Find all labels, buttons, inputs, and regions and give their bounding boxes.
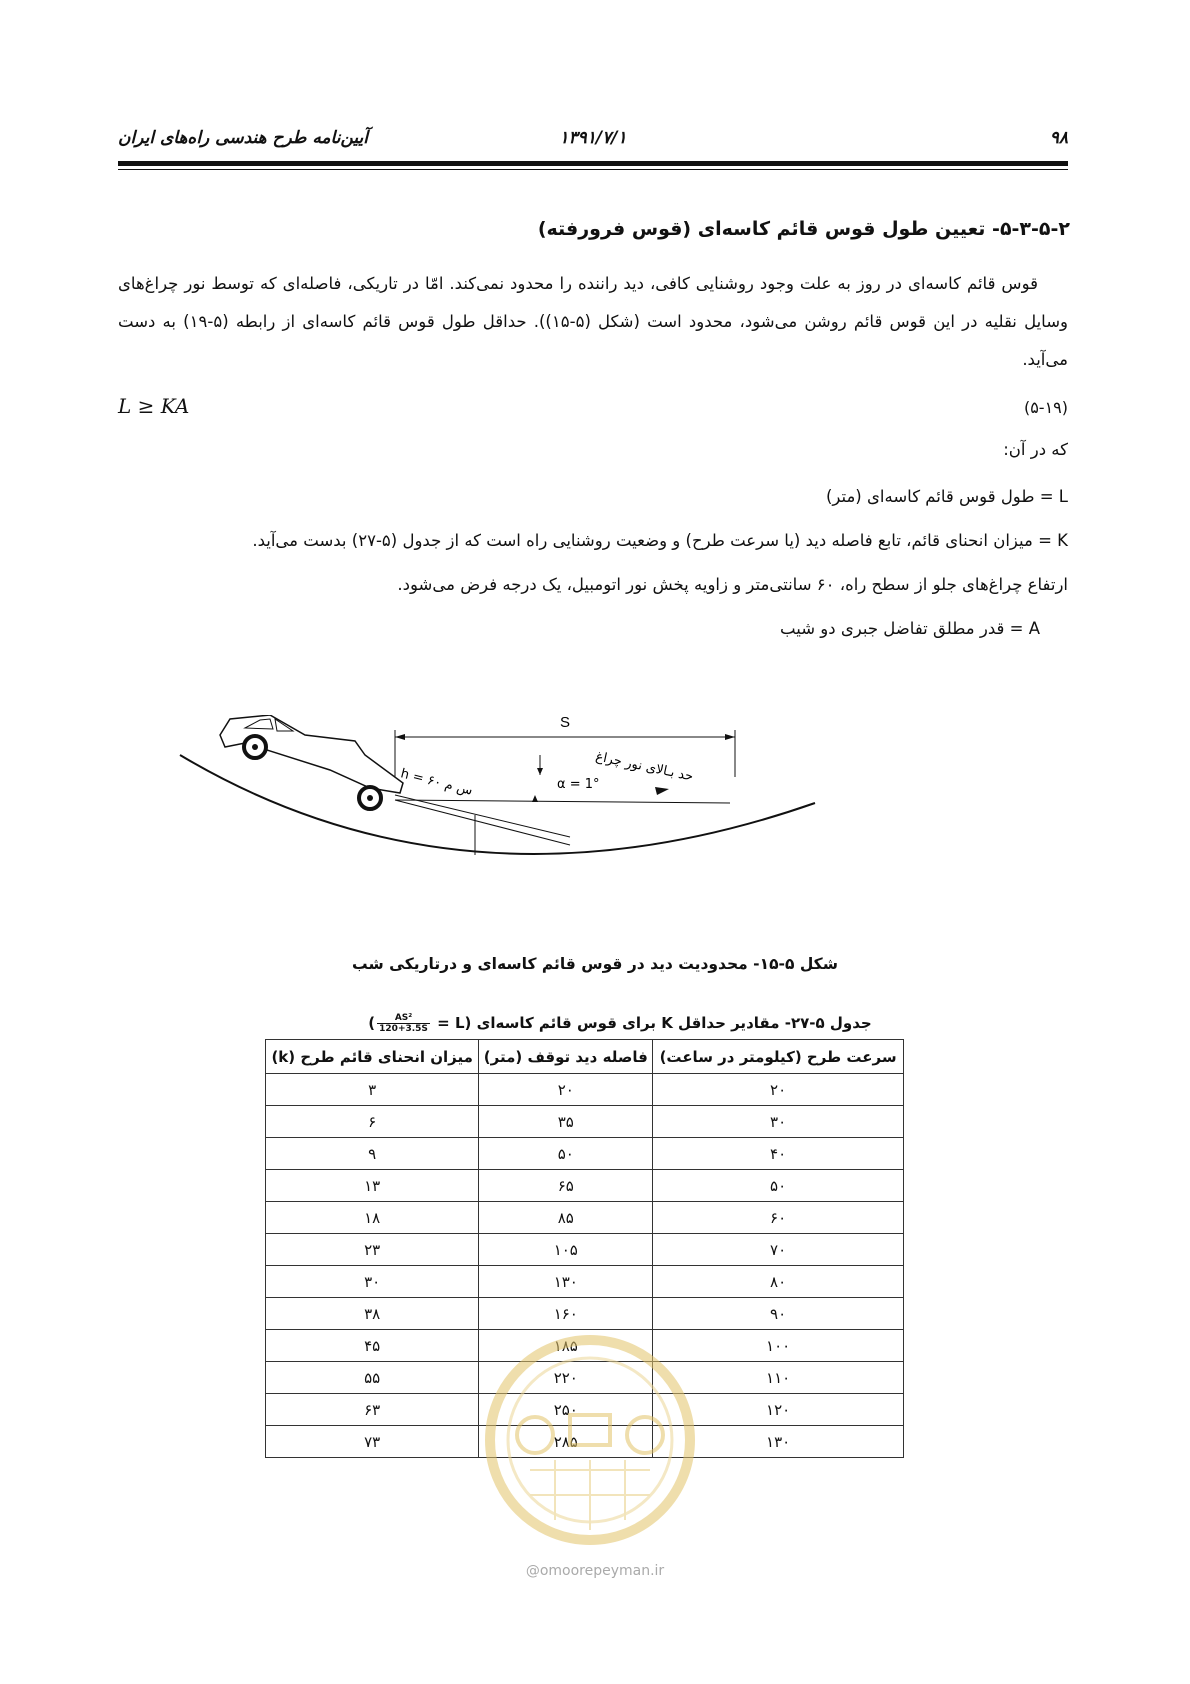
table-row <box>266 1138 904 1170</box>
cell-distance: ۳۵ <box>479 1106 653 1138</box>
sag-curve-figure <box>175 715 875 905</box>
cell-speed: ۱۲۰ <box>653 1394 904 1426</box>
definition-L: L = طول قوس قائم کاسه‌ای (متر) <box>825 487 1068 506</box>
formula-lhs: L = <box>437 1014 465 1032</box>
watermark-logo <box>480 1320 700 1560</box>
cell-speed: ۴۰ <box>653 1138 904 1170</box>
table-row <box>266 1234 904 1266</box>
definition-K-note: ارتفاع چراغ‌های جلو از سطح راه، ۶۰ سانتی‌متر و زاویه پخش نور اتومبیل، یک درجه فرض می‌شود. <box>397 575 1068 594</box>
cell-distance: ۱۸۵ <box>479 1330 653 1362</box>
cell-k: ۷۳ <box>266 1426 479 1458</box>
cell-speed: ۳۰ <box>653 1106 904 1138</box>
cell-k: ۱۳ <box>266 1170 479 1202</box>
equation: L ≥ KA <box>118 394 190 418</box>
cell-distance: ۸۵ <box>479 1202 653 1234</box>
formula-close: ) <box>368 1014 376 1032</box>
cell-distance: ۲۲۰ <box>479 1362 653 1394</box>
cell-speed: ۱۰۰ <box>653 1330 904 1362</box>
table-caption-text: جدول ۵-۲۷- مقادیر حداقل K برای قوس قائم کاسه‌ای ( <box>464 1014 872 1032</box>
cell-distance: ۲۸۵ <box>479 1426 653 1458</box>
formula-denominator: 120+3.5S <box>379 1024 428 1034</box>
intro-paragraph: قوس قائم کاسه‌ای در روز به علت وجود روشنایی کافی، دید راننده را محدود نمی‌کند. امّا در تاریکی، فاصله‌ای که توسط نور چراغ‌های وسایل نقلیه در این قوس قائم روشن می‌شود، محدود است (شکل (۵-۱۵)). حداقل طول قوس قائم کاسه‌ای از رابطه (۵-۱۹) به دست می‌آید. <box>118 274 1068 369</box>
label-beam: حد بـالای نور چراغ <box>594 749 695 785</box>
watermark-site: @omoorepeyman.ir <box>525 1563 665 1579</box>
cell-speed: ۱۱۰ <box>653 1362 904 1394</box>
cell-k: ۲۳ <box>266 1234 479 1266</box>
road-curve <box>180 755 815 854</box>
where-label: که در آن: <box>1003 440 1068 459</box>
table-header-row <box>266 1040 904 1074</box>
cell-k: ۱۸ <box>266 1202 479 1234</box>
cell-k: ۵۵ <box>266 1362 479 1394</box>
cell-speed: ۷۰ <box>653 1234 904 1266</box>
cell-distance: ۶۵ <box>479 1170 653 1202</box>
cell-k: ۶۳ <box>266 1394 479 1426</box>
table-row <box>266 1106 904 1138</box>
label-s: S <box>559 715 571 731</box>
cell-k: ۶ <box>266 1106 479 1138</box>
cell-k: ۳ <box>266 1074 479 1106</box>
headlight-beam <box>395 800 730 803</box>
header-rule <box>118 161 1068 166</box>
cell-speed: ۹۰ <box>653 1298 904 1330</box>
figure-caption: شکل ۵-۱۵- محدودیت دید در قوس قائم کاسه‌ای و درتاریکی شب <box>352 955 838 973</box>
cell-distance: ۱۶۰ <box>479 1298 653 1330</box>
document-title: آیین‌نامه طرح هندسی راه‌های ایران <box>118 128 368 148</box>
label-h: h = ۶۰ س م <box>399 766 475 799</box>
header-rule-thin <box>118 169 1068 170</box>
definition-K: K = میزان انحنای قائم، تابع فاصله دید (یا سرعت طرح) و وضعیت روشنایی راه است که از جدول (۵-۲۷) بدست می‌آید. <box>252 531 1068 550</box>
header-k-value: میزان انحنای قائم طرح (k) <box>266 1040 479 1074</box>
cell-k: ۳۸ <box>266 1298 479 1330</box>
table-row <box>266 1202 904 1234</box>
cell-speed: ۸۰ <box>653 1266 904 1298</box>
cell-distance: ۱۰۵ <box>479 1234 653 1266</box>
label-alpha: α = 1° <box>557 777 600 792</box>
cell-k: ۹ <box>266 1138 479 1170</box>
page-number: ۹۸ <box>1049 128 1068 148</box>
header-date: ۱۳۹۱/۷/۱ <box>559 128 627 148</box>
section-heading: ۵-۳-۵-۲- تعیین طول قوس قائم کاسه‌ای (قوس فرورفته) <box>537 218 1070 240</box>
cell-distance: ۲۰ <box>479 1074 653 1106</box>
definition-A: A = قدر مطلق تفاضل جبری دو شیب <box>780 619 1040 638</box>
cell-k: ۳۰ <box>266 1266 479 1298</box>
table-caption <box>340 1013 900 1034</box>
cell-distance: ۱۳۰ <box>479 1266 653 1298</box>
formula-numerator: AS² <box>377 1013 430 1024</box>
cell-speed: ۲۰ <box>653 1074 904 1106</box>
cell-distance: ۲۵۰ <box>479 1394 653 1426</box>
car-icon <box>220 715 403 809</box>
page-header <box>118 128 1068 156</box>
table-row <box>266 1170 904 1202</box>
cell-speed: ۱۳۰ <box>653 1426 904 1458</box>
header-design-speed: سرعت طرح (کیلومتر در ساعت) <box>653 1040 904 1074</box>
formula-fraction <box>377 1013 430 1034</box>
cell-speed: ۵۰ <box>653 1170 904 1202</box>
equation-number: (۵-۱۹) <box>1023 398 1068 417</box>
cell-k: ۴۵ <box>266 1330 479 1362</box>
table-row <box>266 1266 904 1298</box>
cell-speed: ۶۰ <box>653 1202 904 1234</box>
cell-distance: ۵۰ <box>479 1138 653 1170</box>
header-stopping-distance: فاصله دید توقف (متر) <box>479 1040 653 1074</box>
table-row <box>266 1074 904 1106</box>
